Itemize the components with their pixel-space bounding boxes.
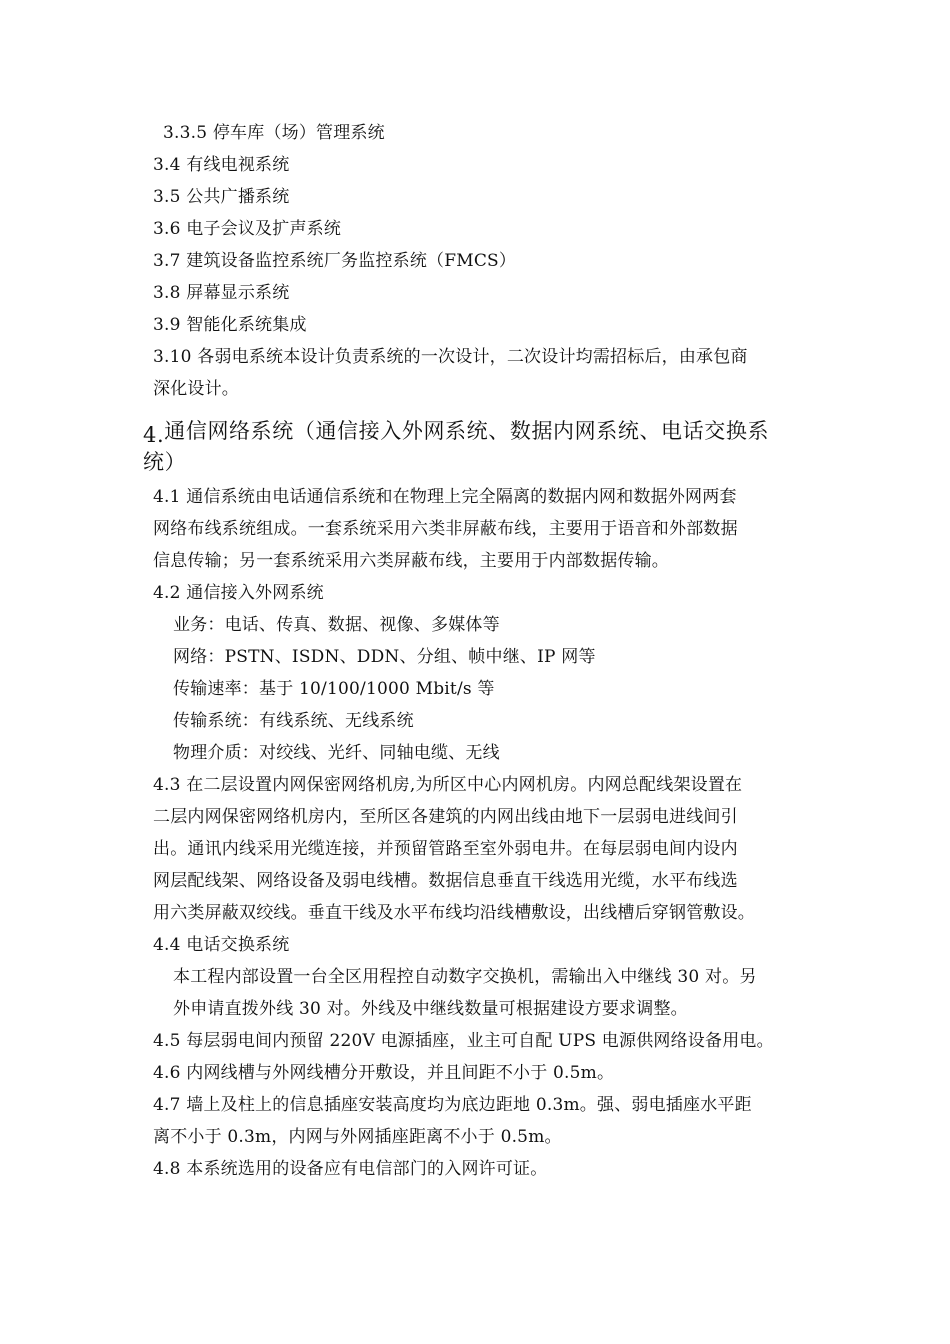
text-line-4-2: 4.2 通信接入外网系统: [153, 583, 324, 603]
section-heading-text: 通信网络系统（通信接入外网系统、数据内网系统、电话交换系: [164, 419, 770, 443]
text-line-3-6: 3.6 电子会议及扩声系统: [153, 219, 342, 239]
text-line-4-7: 4.7 墙上及柱上的信息插座安装高度均为底边距地 0.3m。强、弱电插座水平距: [153, 1095, 752, 1115]
text-line-3-5: 3.5 公共广播系统: [153, 187, 290, 207]
section-heading-4-cont: 统）: [143, 450, 187, 474]
text-line-3-10: 3.10 各弱电系统本设计负责系统的一次设计，二次设计均需招标后，由承包商: [153, 347, 748, 367]
text-line-service: 业务：电话、传真、数据、视像、多媒体等: [173, 615, 500, 635]
text-line-4-3-e: 用六类屏蔽双绞线。垂直干线及水平布线均沿线槽敷设，出线槽后穿钢管敷设。: [153, 903, 755, 923]
text-line-network: 网络：PSTN、ISDN、DDN、分组、帧中继、IP 网等: [173, 647, 596, 667]
text-line-4-4: 4.4 电话交换系统: [153, 935, 290, 955]
text-line-4-1-c: 信息传输；另一套系统采用六类屏蔽布线，主要用于内部数据传输。: [153, 551, 669, 571]
text-line-3-9: 3.9 智能化系统集成: [153, 315, 307, 335]
section-heading-4: [143, 416, 769, 446]
text-line-rate: 传输速率：基于 10/100/1000 Mbit/s 等: [173, 679, 495, 699]
text-line-3-7: 3.7 建筑设备监控系统厂务监控系统（FMCS）: [153, 251, 517, 271]
text-line-4-3-c: 出。通讯内线采用光缆连接，并预留管路至室外弱电井。在每层弱电间内设内: [153, 839, 738, 859]
text-line-4-3-b: 二层内网保密网络机房内，至所区各建筑的内网出线由地下一层弱电进线间引: [153, 807, 738, 827]
text-line-4-7-b: 离不小于 0.3m，内网与外网插座距离不小于 0.5m。: [153, 1127, 562, 1147]
text-line-3-8: 3.8 屏幕显示系统: [153, 283, 290, 303]
text-line-4-1-b: 网络布线系统组成。一套系统采用六类非屏蔽布线，主要用于语音和外部数据: [153, 519, 738, 539]
text-line-3-10-cont: 深化设计。: [153, 379, 239, 399]
text-line-4-6: 4.6 内网线槽与外网线槽分开敷设，并且间距不小于 0.5m。: [153, 1063, 615, 1083]
text-line-3-4: 3.4 有线电视系统: [153, 155, 290, 175]
text-line-4-4-c: 外申请直拨外线 30 对。外线及中继线数量可根据建设方要求调整。: [173, 999, 688, 1019]
section-number: 4.: [143, 423, 165, 447]
text-line-transmission: 传输系统：有线系统、无线系统: [173, 711, 414, 731]
text-line-4-3-d: 网层配线架、网络设备及弱电线槽。数据信息垂直干线选用光缆，水平布线选: [153, 871, 738, 891]
text-line-3-3-5: 3.3.5 停车库（场）管理系统: [163, 123, 385, 143]
text-line-4-5: 4.5 每层弱电间内预留 220V 电源插座，业主可自配 UPS 电源供网络设备用电。: [153, 1031, 774, 1051]
text-line-media: 物理介质：对绞线、光纤、同轴电缆、无线: [173, 743, 500, 763]
text-line-4-4-b: 本工程内部设置一台全区用程控自动数字交换机，需输出入中继线 30 对。另: [173, 967, 757, 987]
text-line-4-1: 4.1 通信系统由电话通信系统和在物理上完全隔离的数据内网和数据外网两套: [153, 487, 737, 507]
text-line-4-8: 4.8 本系统选用的设备应有电信部门的入网许可证。: [153, 1159, 548, 1179]
text-line-4-3: 4.3 在二层设置内网保密网络机房,为所区中心内网机房。内网总配线架设置在: [153, 775, 743, 795]
